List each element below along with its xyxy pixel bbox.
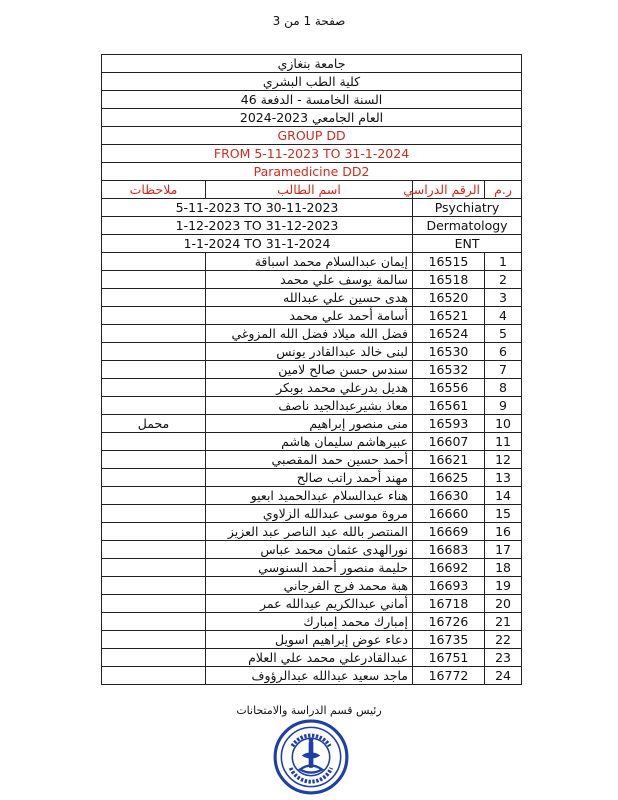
student-number: 16: [485, 523, 522, 541]
student-name: معاذ بشيرعبدالجيد ناصف: [206, 397, 413, 415]
student-row: [102, 577, 522, 595]
student-id: 16515: [413, 253, 485, 271]
year-batch: السنة الخامسة - الدفعة 46: [102, 91, 522, 109]
student-note: [102, 397, 206, 415]
column-header-row: [102, 181, 522, 199]
rotation-range: 1-12-2023 TO 31-12-2023: [102, 217, 413, 235]
student-id: 16772: [413, 667, 485, 685]
student-row: [102, 307, 522, 325]
student-note: [102, 433, 206, 451]
student-number: 18: [485, 559, 522, 577]
student-name: أسامة أحمد علي محمد: [206, 307, 413, 325]
student-number: 15: [485, 505, 522, 523]
student-name: إيمان عبدالسلام محمد اسباقة: [206, 253, 413, 271]
student-row: [102, 325, 522, 343]
rotation-range: 1-1-2024 TO 31-1-2024: [102, 235, 413, 253]
academic-year: العام الجامعي 2023-2024: [102, 109, 522, 127]
student-name: فضل الله ميلاد فضل الله المزوغي: [206, 325, 413, 343]
notes-column-header: ملاحظات: [102, 181, 206, 199]
student-number: 20: [485, 595, 522, 613]
student-row: [102, 595, 522, 613]
group-schedule-table: [101, 54, 522, 685]
student-name: لبنى خالد عبدالقادر يونس: [206, 343, 413, 361]
student-name: إمبارك محمد إمبارك: [206, 613, 413, 631]
student-number: 6: [485, 343, 522, 361]
student-number: 12: [485, 451, 522, 469]
student-id: 16524: [413, 325, 485, 343]
student-row: [102, 433, 522, 451]
student-number: 14: [485, 487, 522, 505]
student-row: [102, 667, 522, 685]
student-note: [102, 487, 206, 505]
student-note: [102, 541, 206, 559]
student-number: 9: [485, 397, 522, 415]
student-row: [102, 613, 522, 631]
official-seal-icon: [272, 718, 350, 796]
student-row: [102, 631, 522, 649]
student-name: مروة موسى عبدالله الزلاوي: [206, 505, 413, 523]
student-number: 21: [485, 613, 522, 631]
student-id: 16621: [413, 451, 485, 469]
student-row: [102, 253, 522, 271]
student-row: [102, 523, 522, 541]
student-note: [102, 469, 206, 487]
student-row: [102, 415, 522, 433]
rotation-row: [102, 199, 522, 217]
student-note: [102, 523, 206, 541]
student-name: المنتصر بالله عبد الناصر عبد العزيز: [206, 523, 413, 541]
student-name: دعاء عوض إبراهيم اسويل: [206, 631, 413, 649]
student-id: 16693: [413, 577, 485, 595]
student-row: [102, 559, 522, 577]
student-row: [102, 469, 522, 487]
rotation-department: ENT: [413, 235, 522, 253]
student-id: 16521: [413, 307, 485, 325]
student-id: 16561: [413, 397, 485, 415]
student-note: [102, 343, 206, 361]
student-note: [102, 631, 206, 649]
student-id: 16530: [413, 343, 485, 361]
student-id: 16532: [413, 361, 485, 379]
student-id: 16726: [413, 613, 485, 631]
group-title: GROUP DD: [102, 127, 522, 145]
student-note: [102, 271, 206, 289]
student-id: 16556: [413, 379, 485, 397]
student-note: [102, 253, 206, 271]
student-note: محمل: [102, 415, 206, 433]
student-name: هديل بدرعلي محمد بوبكر: [206, 379, 413, 397]
student-row: [102, 289, 522, 307]
student-name: هناء عبدالسلام عبدالحميد ابعيو: [206, 487, 413, 505]
signature-title: رئيس قسم الدراسة والامتحانات: [236, 704, 382, 717]
rotation-row: [102, 235, 522, 253]
student-number: 13: [485, 469, 522, 487]
student-name: أماني عبدالكريم عبدالله عمر: [206, 595, 413, 613]
student-id: 16625: [413, 469, 485, 487]
student-note: [102, 361, 206, 379]
student-name: سالمة يوسف علي محمد: [206, 271, 413, 289]
student-row: [102, 379, 522, 397]
student-row: [102, 487, 522, 505]
student-name: سندس حسن صالح لامين: [206, 361, 413, 379]
student-note: [102, 451, 206, 469]
student-note: [102, 649, 206, 667]
student-name: مهند أحمد راتب صالح: [206, 469, 413, 487]
student-id: 16630: [413, 487, 485, 505]
rotation-department: Dermatology: [413, 217, 522, 235]
student-note: [102, 613, 206, 631]
student-note: [102, 559, 206, 577]
student-name: عبيرهاشم سليمان هاشم: [206, 433, 413, 451]
name-column-header: اسم الطالب: [206, 181, 413, 199]
student-row: [102, 541, 522, 559]
student-name: هبة محمد فرج الفرجاني: [206, 577, 413, 595]
student-id: 16683: [413, 541, 485, 559]
student-note: [102, 667, 206, 685]
student-note: [102, 595, 206, 613]
student-row: [102, 397, 522, 415]
student-note: [102, 325, 206, 343]
student-number: 4: [485, 307, 522, 325]
student-name: حليمة منصور أحمد السنوسي: [206, 559, 413, 577]
student-number: 8: [485, 379, 522, 397]
rotation-department: Psychiatry: [413, 199, 522, 217]
student-name: عبدالقادرعلي محمد علي العلام: [206, 649, 413, 667]
student-id: 16593: [413, 415, 485, 433]
faculty-name: كلية الطب البشري: [102, 73, 522, 91]
student-id: 16518: [413, 271, 485, 289]
student-row: [102, 451, 522, 469]
student-row: [102, 361, 522, 379]
student-number: 7: [485, 361, 522, 379]
student-row: [102, 343, 522, 361]
student-note: [102, 505, 206, 523]
student-number: 17: [485, 541, 522, 559]
student-number: 23: [485, 649, 522, 667]
student-id: 16669: [413, 523, 485, 541]
student-number: 3: [485, 289, 522, 307]
student-name: أحمد حسين حمد المقصبي: [206, 451, 413, 469]
student-name: منى منصور إبراهيم: [206, 415, 413, 433]
student-note: [102, 289, 206, 307]
group-period: FROM 5-11-2023 TO 31-1-2024: [102, 145, 522, 163]
student-id: 16660: [413, 505, 485, 523]
student-number: 5: [485, 325, 522, 343]
page-number-label: صفحة 1 من 3: [272, 14, 346, 28]
student-name: نورالهدى عثمان محمد عباس: [206, 541, 413, 559]
student-id: 16751: [413, 649, 485, 667]
rotation-row: [102, 217, 522, 235]
student-note: [102, 307, 206, 325]
student-number: 19: [485, 577, 522, 595]
student-row: [102, 649, 522, 667]
student-row: [102, 271, 522, 289]
student-id: 16520: [413, 289, 485, 307]
student-number: 2: [485, 271, 522, 289]
num-column-header: ر.م: [485, 181, 522, 199]
student-row: [102, 505, 522, 523]
student-number: 11: [485, 433, 522, 451]
student-number: 1: [485, 253, 522, 271]
student-name: ماجد سعيد عبدالله عبدالرؤوف: [206, 667, 413, 685]
student-number: 24: [485, 667, 522, 685]
student-number: 10: [485, 415, 522, 433]
student-note: [102, 577, 206, 595]
rotation-range: 5-11-2023 TO 30-11-2023: [102, 199, 413, 217]
student-number: 22: [485, 631, 522, 649]
student-id: 16735: [413, 631, 485, 649]
university-name: جامعة بنغازي: [102, 55, 522, 73]
subgroup-title: Paramedicine DD2: [102, 163, 522, 181]
student-name: هدى حسين علي عبدالله: [206, 289, 413, 307]
student-id: 16692: [413, 559, 485, 577]
student-note: [102, 379, 206, 397]
student-id: 16607: [413, 433, 485, 451]
id-column-header: الرقم الدراسي: [413, 181, 485, 199]
student-id: 16718: [413, 595, 485, 613]
